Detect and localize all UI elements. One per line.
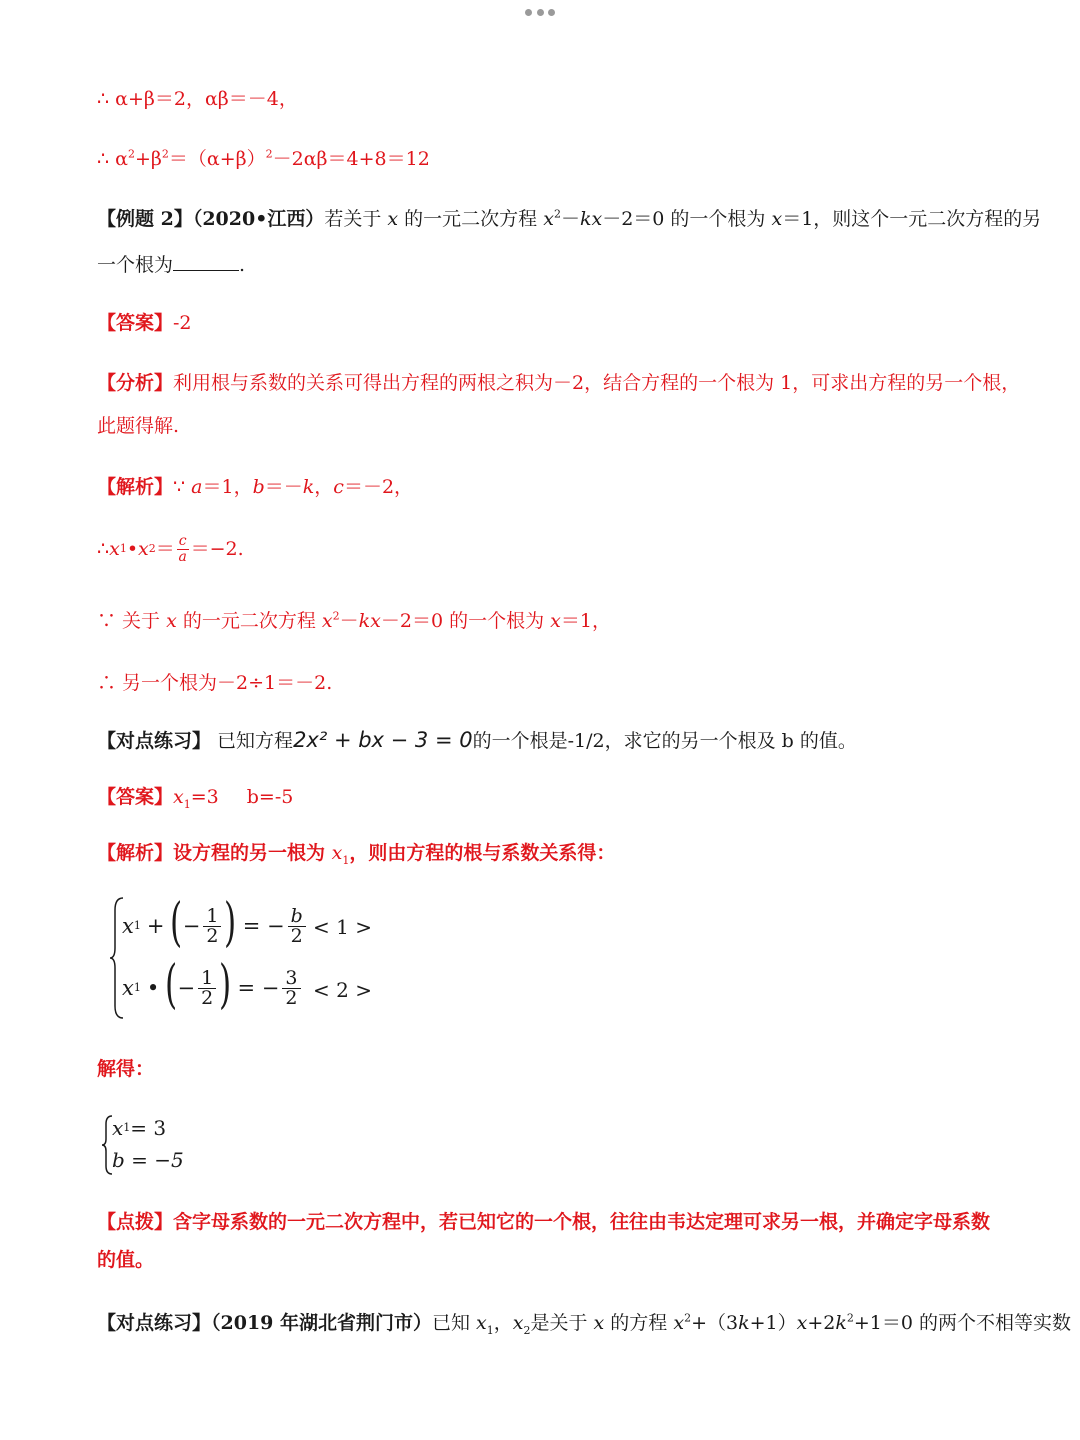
equation-label-1: < 1 > [313, 915, 372, 939]
text: +1） [749, 1312, 797, 1334]
var: x [673, 1312, 685, 1334]
denominator: 2 [285, 986, 298, 1009]
text: ∵ 关于 [97, 610, 167, 632]
var: b [252, 476, 265, 498]
text: － [560, 208, 580, 230]
var: x [166, 610, 177, 632]
text: 的方程 [604, 1312, 674, 1334]
var: x [593, 1312, 605, 1334]
text: +2 [807, 1312, 836, 1334]
sum-product-text: ∴ α+β＝2，αβ＝－4， [97, 88, 298, 110]
text: ∴ [97, 537, 110, 560]
text: ， [314, 476, 334, 498]
var: x [112, 1116, 124, 1140]
analysis-line2 [97, 415, 179, 438]
sup: 2 [127, 147, 135, 161]
text: +1＝0 的两个不相等实数 [853, 1312, 1072, 1334]
alpha-beta-square-line [97, 148, 430, 171]
numerator: c [178, 533, 187, 549]
answer-tag: 【答案】 [97, 786, 174, 808]
text: 的值。 [97, 1249, 155, 1271]
text: 的一个根是-1/2，求它的另一个根及 b 的值。 [472, 730, 857, 752]
system-row-1: x 1 + ( − $\frac{1}{2}$ ) = − $\frac{b}{2}$ [122, 900, 309, 952]
var: x [796, 1312, 808, 1334]
alpha-beta-sum-line [97, 88, 298, 111]
answer-tag: 【答案】 [97, 312, 174, 334]
var: x [543, 208, 554, 230]
tip-line1 [97, 1211, 990, 1234]
sub: 1 [342, 853, 350, 867]
text: ＝1，则这个一元二次方程的另 [782, 208, 1042, 230]
var: x [138, 537, 149, 560]
text: 此题得解. [97, 415, 180, 437]
analysis-tag: 【分析】 [97, 372, 174, 394]
other-root-line [97, 672, 332, 695]
text: －2αβ＝4+8＝12 [272, 148, 430, 170]
solution-b [112, 1148, 184, 1172]
text: ＝－ [264, 476, 303, 498]
text: 是关于 [530, 1312, 594, 1334]
text: b = −5 [112, 1148, 184, 1172]
solution-tag: 【解析】 [97, 476, 174, 498]
var: c [333, 476, 344, 498]
text: ＝（α+β） [168, 148, 266, 170]
sup: 2 [846, 1311, 854, 1325]
text: ， [493, 1312, 513, 1334]
product-line: ∴ x 1 • x 2 ＝ $\frac{c}{a}$ ＝−2. [97, 533, 244, 565]
text: b=-5 [246, 786, 294, 808]
text: 若关于 [324, 208, 388, 230]
denominator: a [178, 548, 187, 565]
sub: 1 [183, 797, 191, 811]
denominator: 2 [201, 986, 214, 1009]
denominator: 2 [206, 924, 219, 947]
practice-tag: 【对点练习】 [97, 730, 212, 752]
text: = 3 [130, 1116, 167, 1140]
equation: 2x² + bx − 3 = 0 [293, 728, 473, 752]
tip-line2 [97, 1249, 154, 1272]
var: kx [358, 610, 381, 632]
sup: 2 [265, 147, 273, 161]
text: －2＝0 的一个根为 [602, 208, 772, 230]
numerator: 3 [282, 969, 300, 989]
answer-1 [97, 312, 192, 335]
solution-2 [97, 842, 615, 865]
numerator: 1 [203, 907, 221, 927]
text: ，则由方程的根与系数关系得： [349, 842, 616, 864]
var: x [321, 610, 333, 632]
var: x [122, 914, 134, 938]
var: x [109, 537, 120, 560]
fraction-c-over-a [177, 534, 189, 564]
answer-2 [97, 786, 293, 809]
var: kx [579, 208, 603, 230]
text: ＝ [155, 537, 175, 560]
text: ∴ 另一个根为－2÷1＝－2. [97, 672, 333, 694]
text: = − [237, 976, 280, 1000]
var: x [173, 786, 184, 808]
equation-label-2: < 2 > [313, 978, 372, 1002]
text: 的一元二次方程 [176, 610, 322, 632]
example-tag: 【例题 2】（2020•江西） [97, 208, 325, 230]
answer-blank [173, 252, 239, 271]
solution-line1 [97, 476, 413, 499]
var: x [331, 842, 343, 864]
text: 已知方程 [211, 730, 294, 752]
since-line [97, 610, 611, 633]
solution-x1: x 1 = 3 [112, 1116, 167, 1140]
text: • [126, 537, 139, 560]
text: － [339, 610, 359, 632]
answer-value: -2 [173, 312, 192, 334]
text: +（3 [691, 1312, 739, 1334]
sub: 2 [523, 1323, 531, 1337]
sup: 2 [332, 609, 340, 623]
text: +β [134, 148, 162, 170]
var: x [512, 1312, 524, 1334]
sup: 2 [161, 147, 169, 161]
numerator: 1 [198, 969, 216, 989]
numerator: b [288, 907, 306, 927]
practice-tag: 【对点练习】（2019 年湖北省荆门市） [97, 1312, 432, 1334]
more-options-icon[interactable] [525, 9, 555, 17]
text: 已知 [432, 1312, 477, 1334]
text: ＝1， [202, 476, 253, 498]
text: －2＝0 的一个根为 [380, 610, 551, 632]
text: 解得： [97, 1058, 155, 1080]
text: ＝1， [560, 610, 611, 632]
var: k [302, 476, 315, 498]
text: = − [242, 914, 285, 938]
var: k [738, 1312, 750, 1334]
sup: 2 [553, 207, 561, 221]
var: x [476, 1312, 487, 1334]
text: ＝−2. [190, 537, 244, 560]
text: 设方程的另一根为 [173, 842, 332, 864]
text: 利用根与系数的关系可得出方程的两根之积为－2，结合方程的一个根为 1，可求出方程的另一个根， [173, 372, 1021, 394]
var: x [550, 610, 561, 632]
text: 一个根为 [97, 254, 174, 276]
var: a [191, 476, 203, 498]
text: ∵ [173, 476, 192, 498]
solved-label [97, 1058, 154, 1081]
practice-2-question [97, 1312, 1071, 1335]
sup: 2 [684, 1311, 692, 1325]
operator: + [146, 914, 165, 938]
text: 的一元二次方程 [398, 208, 544, 230]
text: =3 [190, 786, 219, 808]
text: 含字母系数的一元二次方程中，若已知它的一个根，往往由韦达定理可求另一根，并确定字母系数 [173, 1211, 991, 1233]
system-row-2: x 1 • ( − $\frac{1}{2}$ ) = − $\frac{3}{2}$ [122, 962, 304, 1014]
var: x [122, 976, 134, 1000]
example-2-question-line2: 一个根为 . [97, 254, 246, 276]
denominator: 2 [290, 924, 303, 947]
var: k [835, 1312, 847, 1334]
text: ∴ α [97, 148, 128, 170]
analysis-line1 [97, 372, 1020, 395]
text: ＝－2， [343, 476, 414, 498]
var: x [771, 208, 783, 230]
example-2-question [97, 208, 1041, 231]
practice-1-question [97, 728, 857, 753]
solution-tag: 【解析】 [97, 842, 174, 864]
operator: • [146, 976, 160, 1000]
sub: 1 [486, 1323, 494, 1337]
tip-tag: 【点拨】 [97, 1211, 174, 1233]
var: x [387, 208, 399, 230]
